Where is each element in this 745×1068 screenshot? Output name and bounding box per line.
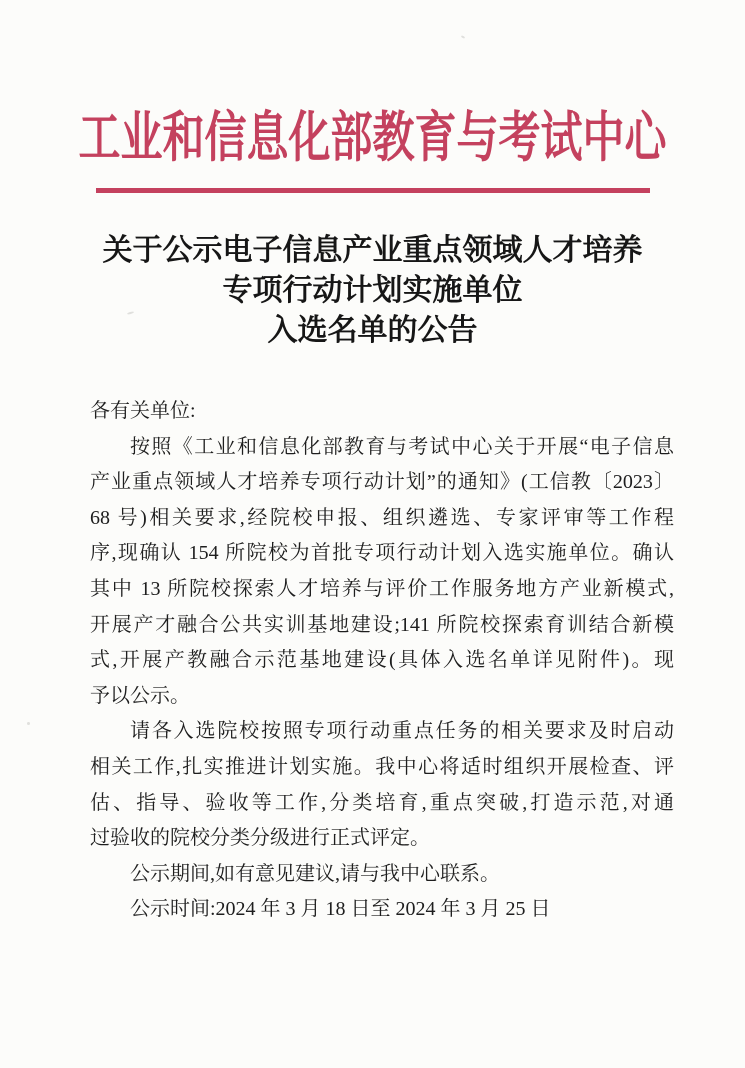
body-line: 开展产才融合公共实训基地建设;141 所院校探索育训结合新模 — [90, 613, 674, 636]
scan-speck — [27, 722, 30, 725]
body-line: 按照《工业和信息化部教育与考试中心关于开展“电子信息 — [130, 435, 674, 458]
body-line: 过验收的院校分类分级进行正式评定。 — [90, 827, 430, 850]
body-line: 估、指导、验收等工作,分类培育,重点突破,打造示范,对通 — [90, 791, 674, 814]
notice-period-line: 公示时间:2024 年 3 月 18 日至 2024 年 3 月 25 日 — [130, 898, 551, 921]
salutation-line: 各有关单位: — [90, 400, 196, 422]
scan-speck — [461, 35, 465, 39]
contact-line: 公示期间,如有意见建议,请与我中心联系。 — [130, 862, 500, 885]
body-line: 式,开展产教融合示范基地建设(具体入选名单详见附件)。现 — [90, 649, 674, 672]
body-line: 产业重点领域人才培养专项行动计划”的通知》(工信教〔2023〕 — [90, 471, 674, 494]
document-title — [0, 231, 745, 351]
title-line-3: 入选名单的公告 — [267, 314, 478, 347]
body-line: 68 号)相关要求,经院校申报、组织遴选、专家评审等工作程 — [90, 506, 674, 529]
document-body — [90, 394, 674, 928]
letterhead-title: 工业和信息化部教育与考试中心 — [78, 109, 667, 169]
body-line: 其中 13 所院校探索人才培养与评价工作服务地方产业新模式, — [90, 577, 674, 600]
body-line: 序,现确认 154 所院校为首批专项行动计划入选实施单位。确认 — [90, 542, 674, 565]
title-line-1: 关于公示电子信息产业重点领域人才培养 — [102, 234, 643, 267]
body-line: 相关工作,扎实推进计划实施。我中心将适时组织开展检查、评 — [90, 755, 674, 778]
letterhead-divider-line — [96, 188, 650, 193]
body-line: 予以公示。 — [90, 684, 190, 707]
title-line-2: 专项行动计划实施单位 — [222, 274, 523, 307]
body-line: 请各入选院校按照专项行动重点任务的相关要求及时启动 — [130, 720, 674, 743]
